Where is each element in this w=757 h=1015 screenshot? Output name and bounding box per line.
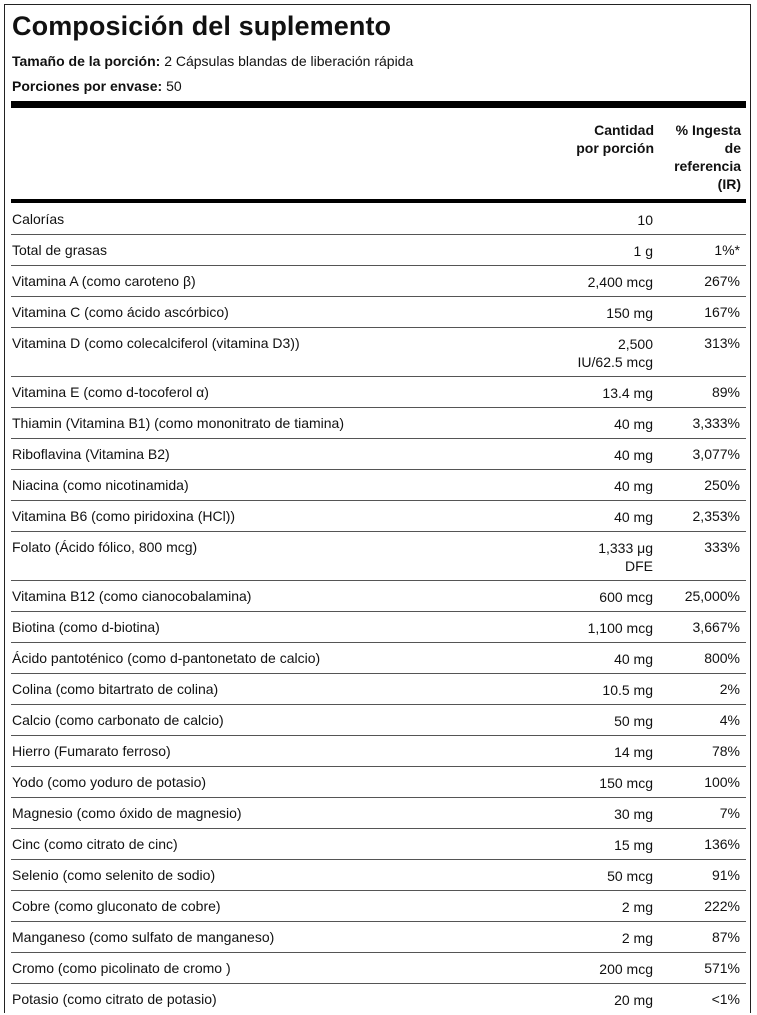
nutrient-row bbox=[11, 407, 746, 438]
nutrient-amount bbox=[588, 273, 653, 291]
nutrient-amount bbox=[578, 335, 653, 371]
nutrient-name: Vitamina C (como ácido ascórbico) bbox=[12, 304, 229, 320]
nutrient-row bbox=[11, 265, 746, 296]
nutrient-name: Folato (Ácido fólico, 800 mcg) bbox=[12, 539, 198, 555]
nutrient-amount-line: 1 g bbox=[633, 243, 653, 259]
nutrient-row bbox=[11, 376, 746, 407]
nutrient-name: Potasio (como citrato de potasio) bbox=[12, 991, 217, 1007]
amount-column-header bbox=[576, 121, 654, 157]
nutrient-ir-percent: 250% bbox=[704, 477, 740, 493]
nutrient-amount bbox=[614, 991, 653, 1009]
row-divider bbox=[11, 766, 746, 767]
nutrient-amount-line: 30 mg bbox=[614, 806, 653, 822]
amount-header-line: Cantidad bbox=[594, 122, 654, 138]
nutrient-row bbox=[11, 952, 746, 983]
nutrient-amount-line: IU/62.5 mcg bbox=[577, 354, 653, 370]
nutrient-amount bbox=[614, 836, 653, 854]
row-divider bbox=[11, 407, 746, 408]
nutrient-row bbox=[11, 234, 746, 265]
row-divider bbox=[11, 828, 746, 829]
nutrient-name: Vitamina D (como colecalciferol (vitamina D3)) bbox=[12, 335, 300, 351]
row-divider bbox=[11, 859, 746, 860]
nutrient-row bbox=[11, 735, 746, 766]
nutrient-ir-percent: 136% bbox=[704, 836, 740, 852]
row-divider bbox=[11, 531, 746, 532]
row-divider bbox=[11, 921, 746, 922]
nutrient-row bbox=[11, 327, 746, 376]
nutrient-amount-line: 40 mg bbox=[614, 651, 653, 667]
nutrient-amount bbox=[614, 446, 653, 464]
nutrient-name: Thiamin (Vitamina B1) (como mononitrato de tiamina) bbox=[12, 415, 344, 431]
row-divider bbox=[11, 438, 746, 439]
nutrient-amount bbox=[614, 743, 653, 761]
nutrient-amount-line: 40 mg bbox=[614, 416, 653, 432]
nutrient-name: Vitamina B12 (como cianocobalamina) bbox=[12, 588, 252, 604]
nutrient-row bbox=[11, 890, 746, 921]
nutrient-name: Total de grasas bbox=[12, 242, 107, 258]
nutrient-name: Niacina (como nicotinamida) bbox=[12, 477, 189, 493]
nutrient-amount bbox=[637, 211, 653, 229]
nutrient-amount-line: 600 mcg bbox=[599, 589, 653, 605]
ir-header-line: de bbox=[724, 140, 741, 156]
nutrient-amount-line: 150 mcg bbox=[599, 775, 653, 791]
row-divider bbox=[11, 704, 746, 705]
nutrient-ir-percent: 100% bbox=[704, 774, 740, 790]
nutrient-amount bbox=[614, 415, 653, 433]
nutrient-row bbox=[11, 797, 746, 828]
nutrient-name: Vitamina B6 (como piridoxina (HCl)) bbox=[12, 508, 236, 524]
row-divider bbox=[11, 580, 746, 581]
row-divider bbox=[11, 890, 746, 891]
nutrient-row bbox=[11, 611, 746, 642]
ir-header-line: referencia bbox=[674, 158, 741, 174]
row-divider bbox=[11, 642, 746, 643]
row-divider bbox=[11, 296, 746, 297]
servings-per-container-label: Porciones por envase: bbox=[12, 78, 163, 94]
row-divider bbox=[11, 983, 746, 984]
serving-size bbox=[12, 53, 413, 69]
servings-per-container bbox=[12, 78, 182, 94]
ir-header-line: (IR) bbox=[717, 176, 741, 192]
row-divider bbox=[11, 952, 746, 953]
nutrient-amount bbox=[598, 539, 653, 575]
nutrient-name: Colina (como bitartrato de colina) bbox=[12, 681, 219, 697]
nutrient-ir-percent: 87% bbox=[711, 929, 740, 945]
nutrient-ir-percent: 78% bbox=[711, 743, 740, 759]
nutrient-amount bbox=[606, 304, 653, 322]
nutrient-amount-line: 40 mg bbox=[614, 447, 653, 463]
nutrient-name: Cinc (como citrato de cinc) bbox=[12, 836, 178, 852]
nutrient-name: Vitamina E (como d-tocoferol α) bbox=[12, 384, 209, 400]
nutrient-ir-percent: 267% bbox=[704, 273, 740, 289]
nutrient-ir-percent: 2% bbox=[719, 681, 740, 697]
row-divider bbox=[11, 611, 746, 612]
serving-size-label: Tamaño de la porción: bbox=[12, 53, 161, 69]
nutrient-row bbox=[11, 203, 746, 234]
nutrient-name: Biotina (como d-biotina) bbox=[12, 619, 160, 635]
nutrient-row bbox=[11, 828, 746, 859]
nutrient-name: Vitamina A (como caroteno β) bbox=[12, 273, 196, 289]
nutrient-amount-line: 15 mg bbox=[614, 837, 653, 853]
supplement-facts-panel bbox=[4, 4, 751, 1013]
nutrient-ir-percent: 1%* bbox=[714, 242, 740, 258]
thick-divider bbox=[11, 101, 746, 108]
nutrient-row bbox=[11, 296, 746, 327]
nutrient-amount-line: 50 mcg bbox=[607, 868, 653, 884]
nutrient-amount-line: 40 mg bbox=[614, 509, 653, 525]
nutrient-amount-line: 50 mg bbox=[614, 713, 653, 729]
nutrient-amount-line: 13.4 mg bbox=[602, 385, 653, 401]
nutrient-amount bbox=[588, 619, 653, 637]
nutrient-ir-percent: 4% bbox=[719, 712, 740, 728]
nutrient-amount-line: 1,100 mcg bbox=[587, 620, 653, 636]
nutrient-amount-line: 2 mg bbox=[621, 899, 653, 915]
nutrient-amount-line: 2,500 bbox=[617, 336, 653, 352]
nutrient-amount bbox=[614, 477, 653, 495]
ir-column-header bbox=[674, 121, 741, 193]
nutrient-amount bbox=[602, 384, 653, 402]
nutrient-amount-line: 2,400 mcg bbox=[587, 274, 653, 290]
nutrient-amount bbox=[599, 588, 653, 606]
nutrient-amount bbox=[602, 681, 653, 699]
ir-header-line: % Ingesta bbox=[675, 122, 741, 138]
nutrient-row bbox=[11, 580, 746, 611]
nutrient-name: Selenio (como selenito de sodio) bbox=[12, 867, 216, 883]
amount-header-line: por porción bbox=[576, 140, 654, 156]
nutrient-amount-line: 1,333 μg bbox=[598, 540, 653, 556]
nutrient-amount bbox=[614, 650, 653, 668]
nutrient-ir-percent: 313% bbox=[704, 335, 740, 351]
row-divider bbox=[11, 500, 746, 501]
row-divider bbox=[11, 234, 746, 235]
serving-size-value: 2 Cápsulas blandas de liberación rápida bbox=[164, 53, 414, 69]
nutrient-row bbox=[11, 500, 746, 531]
nutrient-ir-percent: 167% bbox=[704, 304, 740, 320]
nutrient-name: Magnesio (como óxido de magnesio) bbox=[12, 805, 242, 821]
row-divider bbox=[11, 673, 746, 674]
nutrient-amount-line: DFE bbox=[625, 558, 653, 574]
panel-title: Composición del suplemento bbox=[12, 11, 392, 41]
nutrient-name: Calcio (como carbonato de calcio) bbox=[12, 712, 224, 728]
nutrient-amount-line: 40 mg bbox=[614, 478, 653, 494]
nutrient-amount-line: 14 mg bbox=[614, 744, 653, 760]
nutrient-ir-percent: 571% bbox=[704, 960, 740, 976]
nutrient-amount bbox=[614, 805, 653, 823]
nutrient-name: Calorías bbox=[12, 211, 65, 227]
nutrient-amount-line: 10.5 mg bbox=[602, 682, 653, 698]
nutrient-ir-percent: 7% bbox=[719, 805, 740, 821]
nutrient-ir-percent: 25,000% bbox=[684, 588, 740, 604]
row-divider bbox=[11, 327, 746, 328]
nutrient-row bbox=[11, 469, 746, 500]
nutrient-amount bbox=[607, 867, 653, 885]
row-divider bbox=[11, 376, 746, 377]
nutrient-row bbox=[11, 859, 746, 890]
row-divider bbox=[11, 469, 746, 470]
row-divider bbox=[11, 735, 746, 736]
nutrient-amount bbox=[622, 898, 653, 916]
nutrient-amount-line: 200 mcg bbox=[599, 961, 653, 977]
nutrient-name: Cobre (como gluconato de cobre) bbox=[12, 898, 221, 914]
nutrient-name: Riboflavina (Vitamina B2) bbox=[12, 446, 170, 462]
nutrient-ir-percent: 3,077% bbox=[692, 446, 740, 462]
nutrient-name: Manganeso (como sulfato de manganeso) bbox=[12, 929, 275, 945]
nutrient-ir-percent: 3,667% bbox=[692, 619, 740, 635]
nutrient-row bbox=[11, 766, 746, 797]
nutrient-name: Cromo (como picolinato de cromo ) bbox=[12, 960, 231, 976]
nutrient-amount bbox=[614, 712, 653, 730]
nutrient-amount-line: 20 mg bbox=[614, 992, 653, 1008]
nutrient-amount-line: 10 bbox=[637, 212, 653, 228]
nutrient-ir-percent: 333% bbox=[704, 539, 740, 555]
nutrient-amount bbox=[599, 774, 653, 792]
nutrient-amount bbox=[622, 929, 653, 947]
nutrient-ir-percent: 89% bbox=[711, 384, 740, 400]
servings-per-container-value: 50 bbox=[166, 78, 182, 94]
nutrient-ir-percent: 3,333% bbox=[692, 415, 740, 431]
nutrient-row bbox=[11, 531, 746, 580]
nutrient-name: Yodo (como yoduro de potasio) bbox=[12, 774, 207, 790]
row-divider bbox=[11, 265, 746, 266]
nutrient-ir-percent: 2,353% bbox=[692, 508, 740, 524]
nutrient-ir-percent: <1% bbox=[711, 991, 740, 1007]
nutrient-row bbox=[11, 921, 746, 952]
nutrient-amount-line: 150 mg bbox=[606, 305, 653, 321]
nutrient-amount bbox=[634, 242, 653, 260]
nutrient-amount-line: 2 mg bbox=[621, 930, 653, 946]
nutrient-row bbox=[11, 704, 746, 735]
nutrient-amount bbox=[614, 508, 653, 526]
nutrient-row bbox=[11, 673, 746, 704]
nutrient-ir-percent: 222% bbox=[704, 898, 740, 914]
nutrient-row bbox=[11, 642, 746, 673]
row-divider bbox=[11, 797, 746, 798]
nutrient-ir-percent: 91% bbox=[711, 867, 740, 883]
nutrient-amount bbox=[599, 960, 653, 978]
nutrient-row bbox=[11, 438, 746, 469]
nutrient-name: Hierro (Fumarato ferroso) bbox=[12, 743, 171, 759]
nutrient-name: Ácido pantoténico (como d-pantonetato de calcio) bbox=[12, 650, 321, 666]
nutrient-row bbox=[11, 983, 746, 1014]
nutrient-ir-percent: 800% bbox=[704, 650, 740, 666]
